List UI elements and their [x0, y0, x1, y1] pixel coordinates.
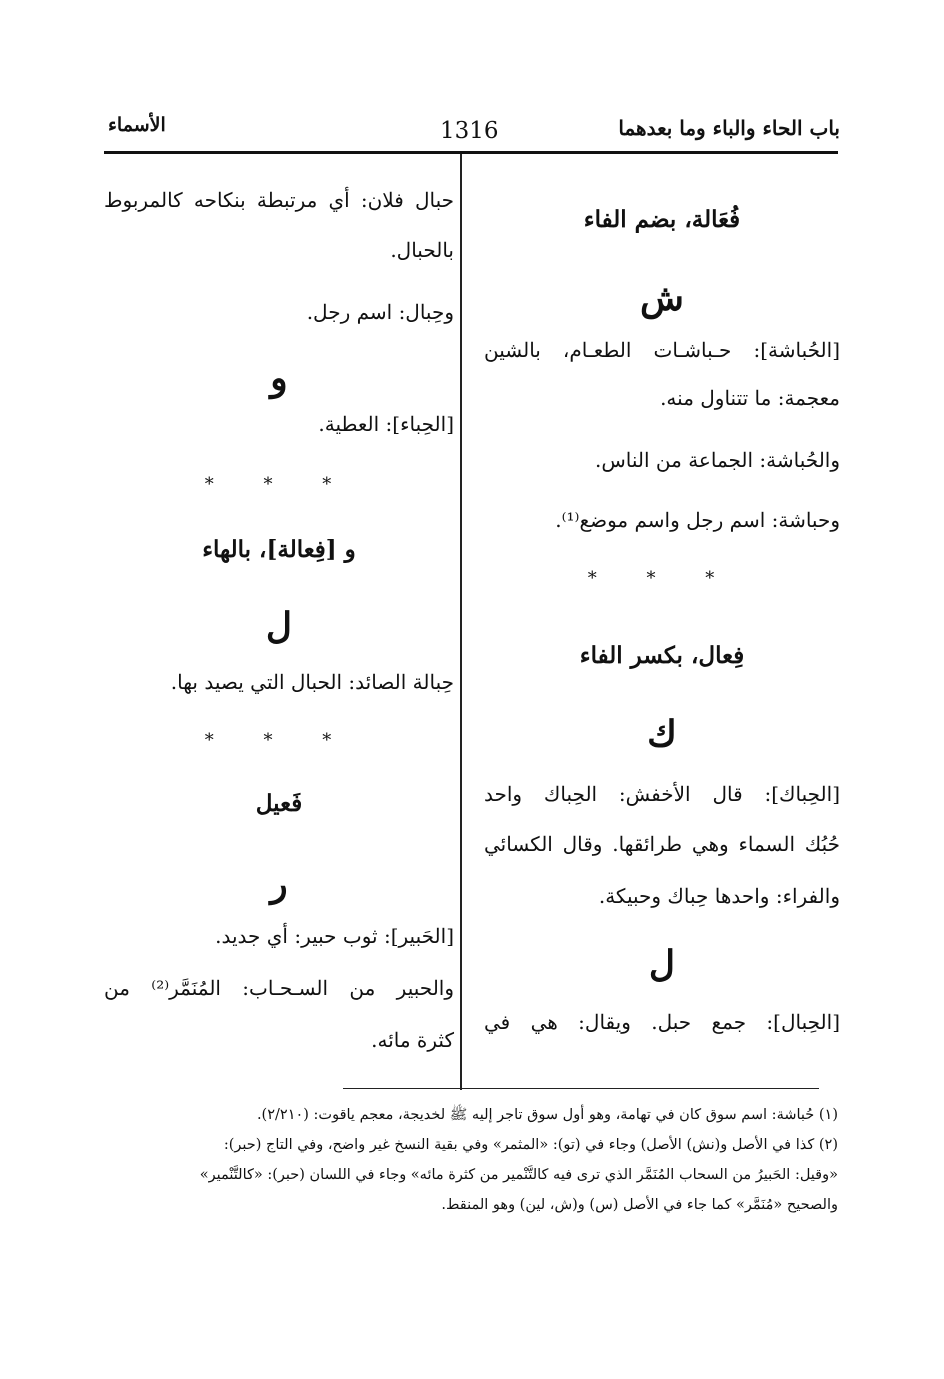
- right-col-letter: ش: [640, 277, 684, 319]
- left-col-line: والحبير من السـحـاب: المُنَمَّر⁽²⁾ من: [104, 976, 454, 1000]
- right-col-letter: ل: [648, 943, 676, 985]
- footnote-line: (٢) كذا في الأصل و(نش) الأصل) وجاء في (تو): «المثمر» وفي بقية النسخ غير واضح، وفي التاج (حبر):: [223, 1137, 838, 1153]
- right-col-letter: ك: [647, 713, 677, 755]
- right-col-line: [الحِبال]: جمع حبل. ويقال: هي في: [484, 1010, 840, 1034]
- left-col-stars: * * *: [204, 474, 354, 495]
- left-col-stars: * * *: [204, 730, 354, 751]
- right-col-head: فُعَالة، بضم الفاء: [583, 206, 741, 233]
- right-col-line: والفراء: واحدها حِباك وحبيكة.: [598, 884, 840, 908]
- right-col-line: حُبُك السماء وهي طرائقها. وقال الكسائي: [484, 832, 840, 856]
- footnotes: [108, 1100, 838, 1220]
- column-divider: [460, 154, 462, 1090]
- header-rule: [104, 151, 838, 154]
- left-col-head: فَعيل: [255, 790, 303, 817]
- right-col-line: [الحِباك]: قال الأخفش: الحِباك واحد: [484, 782, 840, 806]
- footnote-line: والصحيح «مُنَمَّر» كما جاء في الأصل (س) و(ش، لين) وهو المنقط.: [441, 1197, 838, 1213]
- left-col-line: بالحبال.: [390, 238, 454, 262]
- footnote-line: (١) حُباشة: اسم سوق كان في تهامة، وهو أول سوق تاجر إليه ﷺ لخديجة، معجم ياقوت: (٢/٢١٠).: [256, 1107, 838, 1123]
- left-col-line: وحِبال: اسم رجل.: [306, 300, 454, 324]
- right-col-line: [الحُباشة]: حـباشـات الطعـام، بالشين: [484, 338, 840, 362]
- left-col-letter: ر: [270, 863, 288, 905]
- left-col-head: و [فِعالة]، بالهاء: [202, 536, 356, 563]
- left-col-line: كثرة مائه.: [371, 1028, 454, 1052]
- footnote-line: «وقيل: الحَبيرُ من السحاب المُنَمَّر الذي ترى فيه كالتَّنْمير من كثرة مائه» وجاء في اللسان (حبر): «كالتَّنْمير»: [199, 1167, 838, 1183]
- section-title: الأسماء: [108, 114, 166, 136]
- right-col-line: والحُباشة: الجماعة من الناس.: [595, 448, 840, 472]
- left-col-line: حبال فلان: أي مرتبطة بنكاحه كالمربوط: [104, 188, 454, 212]
- left-col-letter: ل: [265, 605, 293, 647]
- right-col-stars: * * *: [587, 568, 737, 589]
- left-col-line: حِبالة الصائد: الحبال التي يصيد بها.: [170, 670, 454, 694]
- right-col-line: وحباشة: اسم رجل واسم موضع⁽¹⁾.: [555, 508, 840, 532]
- page-number: 1316: [440, 118, 499, 144]
- left-col-line: [الحِباء]: العطية.: [318, 412, 454, 436]
- left-col-line: [الحَبير]: ثوب حبير: أي جديد.: [215, 924, 454, 948]
- right-col-head: فِعال، بكسر الفاء: [579, 642, 745, 669]
- right-col-line: معجمة: ما تتناول منه.: [660, 386, 840, 410]
- chapter-title: باب الحاء والباء وما بعدهما: [618, 116, 840, 140]
- footnote-rule: [343, 1088, 819, 1089]
- left-col-letter: و: [270, 357, 288, 399]
